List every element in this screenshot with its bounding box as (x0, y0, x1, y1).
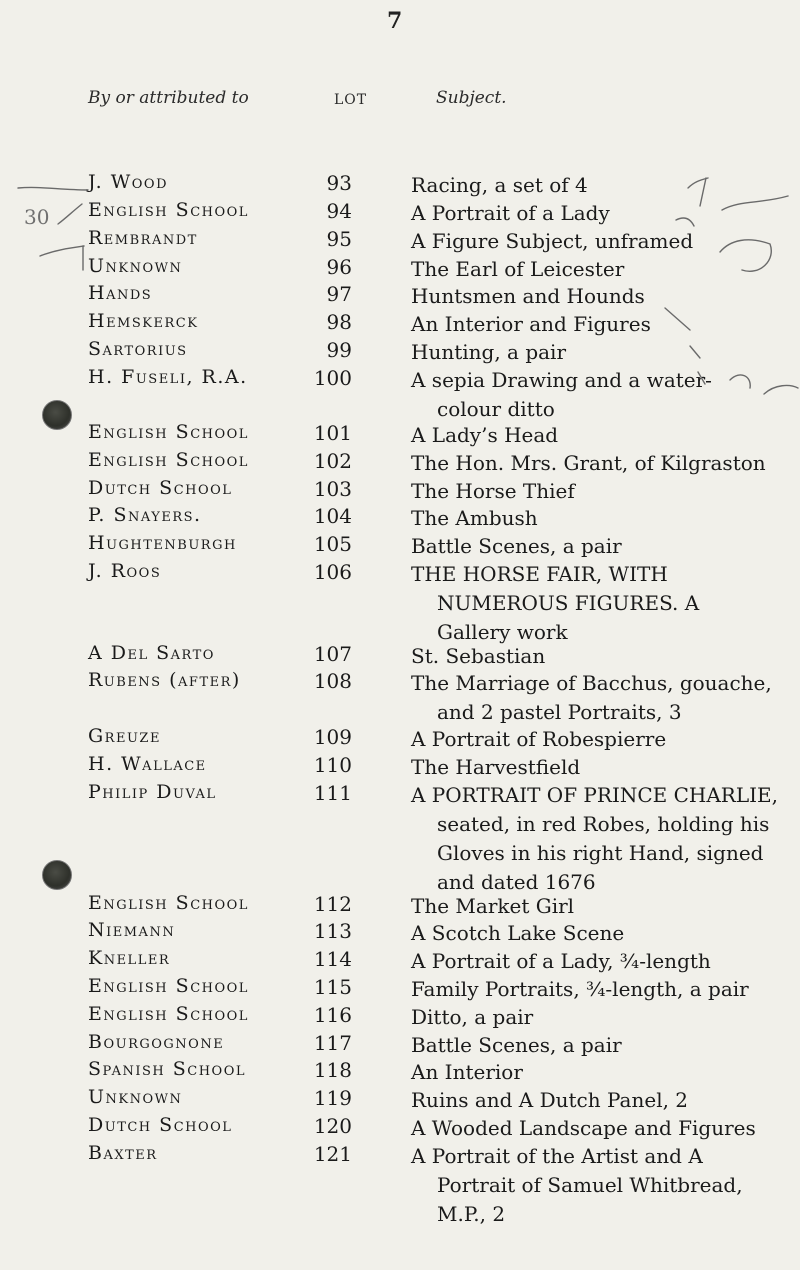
lot-entry-94 (0, 199, 800, 229)
artist-name: J. Roos (88, 560, 162, 582)
lot-entry-111 (0, 781, 800, 894)
subject-line: The Marriage of Bacchus, gouache, (411, 671, 772, 695)
subject-description (411, 477, 791, 506)
subject-line: The Earl of Leicester (411, 257, 625, 281)
subject-description (411, 255, 791, 284)
subject-description (411, 1086, 791, 1115)
artist-name: English School (88, 449, 249, 471)
lot-number: 94 (326, 199, 352, 223)
lot-entry-96 (0, 255, 800, 285)
lot-entry-105 (0, 532, 800, 562)
lot-number: 104 (313, 504, 352, 528)
subject-description (411, 1114, 791, 1143)
lot-entry-99 (0, 338, 800, 368)
artist-name: Hemskerck (88, 310, 199, 332)
lot-entry-106 (0, 560, 800, 644)
lot-entry-93 (0, 171, 800, 201)
lot-entry-121 (0, 1142, 800, 1226)
subject-line: A Wooded Landscape and Figures (411, 1116, 756, 1140)
artist-name: Baxter (88, 1142, 158, 1164)
lot-number: 113 (313, 919, 352, 943)
subject-line: Ruins and A Dutch Panel, 2 (411, 1088, 689, 1112)
artist-name: Niemann (88, 919, 176, 941)
lot-entry-117 (0, 1031, 800, 1061)
lot-number: 120 (313, 1114, 352, 1138)
lot-number: 100 (313, 366, 352, 390)
lot-number: 105 (313, 532, 352, 556)
subject-description (411, 282, 791, 311)
artist-name: H. Wallace (88, 753, 207, 775)
artist-name: English School (88, 975, 249, 997)
subject-description (411, 1003, 791, 1032)
artist-name: Kneller (88, 947, 171, 969)
lot-entry-110 (0, 753, 800, 783)
lot-column-header: LOT (334, 92, 368, 108)
lot-entry-101 (0, 421, 800, 451)
subject-line: A Portrait of Robespierre (411, 727, 667, 751)
subject-line: A Portrait of a Lady, ¾-length (411, 949, 711, 973)
subject-description (411, 725, 791, 754)
subject-continuation-line: Gloves in his right Hand, signed (437, 841, 764, 865)
subject-line: St. Sebastian (411, 644, 546, 668)
lot-number: 95 (326, 227, 352, 251)
subject-description (411, 199, 791, 228)
subject-description (411, 366, 791, 424)
lot-entry-107 (0, 642, 800, 672)
subject-description (411, 560, 791, 647)
subject-description (411, 1031, 791, 1060)
lot-number: 101 (313, 421, 352, 445)
lot-entry-103 (0, 477, 800, 507)
artist-name: English School (88, 1003, 249, 1025)
lot-number: 116 (313, 1003, 352, 1027)
artist-column-header: By or attributed to (88, 88, 249, 108)
subject-line: An Interior and Figures (411, 312, 651, 336)
lot-number: 98 (326, 310, 352, 334)
subject-line: Racing, a set of 4 (411, 173, 588, 197)
subject-continuation-line: seated, in red Robes, holding his (437, 812, 770, 836)
lot-entry-100 (0, 366, 800, 421)
subject-line: The Harvestfield (411, 755, 581, 779)
lot-number: 93 (326, 171, 352, 195)
subject-line: The Ambush (411, 506, 538, 530)
subject-continuation-line: NUMEROUS FIGURES. A (437, 591, 700, 615)
subject-line: A Lady’s Head (411, 423, 559, 447)
subject-continuation-line: and dated 1676 (437, 870, 596, 894)
lot-number: 112 (313, 892, 352, 916)
lot-number: 102 (313, 449, 352, 473)
lot-entry-119 (0, 1086, 800, 1116)
subject-description (411, 227, 791, 256)
artist-name: English School (88, 421, 249, 443)
lot-entry-115 (0, 975, 800, 1005)
subject-description (411, 421, 791, 450)
subject-description (411, 1058, 791, 1087)
subject-line: Hunting, a pair (411, 340, 566, 364)
lot-entry-95 (0, 227, 800, 257)
subject-continuation-line: Gallery work (437, 620, 568, 644)
artist-name: Bourgognone (88, 1031, 225, 1053)
lot-entry-104 (0, 504, 800, 534)
artist-name: Unknown (88, 255, 183, 277)
lot-entry-112 (0, 892, 800, 922)
artist-name: Philip Duval (88, 781, 217, 803)
artist-name: English School (88, 199, 249, 221)
lot-entry-98 (0, 310, 800, 340)
subject-description (411, 781, 791, 897)
lot-number: 121 (313, 1142, 352, 1166)
subject-description (411, 919, 791, 948)
lot-number: 99 (326, 338, 352, 362)
subject-description (411, 338, 791, 367)
artist-name: J. Wood (88, 171, 168, 193)
subject-line: Ditto, a pair (411, 1005, 534, 1029)
subject-line: THE HORSE FAIR, WITH (411, 562, 668, 586)
artist-name: P. Snayers. (88, 504, 202, 526)
lot-number: 103 (313, 477, 352, 501)
subject-line: The Hon. Mrs. Grant, of Kilgraston (411, 451, 766, 475)
lot-number: 119 (313, 1086, 352, 1110)
punch-hole-top (42, 400, 72, 430)
lot-number: 108 (313, 669, 352, 693)
subject-description (411, 171, 791, 200)
artist-name: Unknown (88, 1086, 183, 1108)
lot-entry-97 (0, 282, 800, 312)
subject-continuation-line: Portrait of Samuel Whitbread, (437, 1173, 743, 1197)
subject-line: The Horse Thief (411, 479, 575, 503)
subject-description (411, 669, 791, 727)
artist-name: Hands (88, 282, 153, 304)
subject-continuation-line: colour ditto (437, 397, 555, 421)
lot-number: 111 (313, 781, 352, 805)
lot-number: 106 (313, 560, 352, 584)
subject-description (411, 532, 791, 561)
subject-description (411, 310, 791, 339)
subject-line: A PORTRAIT OF PRINCE CHARLIE, (411, 783, 778, 807)
lot-number: 109 (313, 725, 352, 749)
subject-line: Huntsmen and Hounds (411, 284, 645, 308)
subject-line: Battle Scenes, a pair (411, 534, 622, 558)
lot-entry-108 (0, 669, 800, 724)
handwritten-note: 30 (24, 205, 50, 229)
artist-name: Greuze (88, 725, 161, 747)
lot-entry-113 (0, 919, 800, 949)
subject-line: An Interior (411, 1060, 523, 1084)
subject-line: A Scotch Lake Scene (411, 921, 625, 945)
subject-description (411, 504, 791, 533)
lot-number: 110 (313, 753, 352, 777)
page-number: 7 (387, 8, 403, 34)
lot-number: 96 (326, 255, 352, 279)
subject-line: The Market Girl (411, 894, 575, 918)
lot-number: 107 (313, 642, 352, 666)
lot-number: 114 (313, 947, 352, 971)
lot-entry-114 (0, 947, 800, 977)
subject-continuation-line: and 2 pastel Portraits, 3 (437, 700, 682, 724)
artist-name: Sartorius (88, 338, 188, 360)
subject-line: A Figure Subject, unframed (411, 229, 694, 253)
subject-description (411, 449, 791, 478)
lot-number: 118 (313, 1058, 352, 1082)
artist-name: Dutch School (88, 1114, 233, 1136)
punch-hole-bottom (42, 860, 72, 890)
artist-name: English School (88, 892, 249, 914)
subject-description (411, 753, 791, 782)
lot-number: 115 (313, 975, 352, 999)
artist-name: Hughtenburgh (88, 532, 237, 554)
subject-description (411, 1142, 791, 1229)
subject-line: A Portrait of the Artist and A (411, 1144, 703, 1168)
lot-entry-120 (0, 1114, 800, 1144)
subject-line: Battle Scenes, a pair (411, 1033, 622, 1057)
subject-line: A sepia Drawing and a water- (411, 368, 712, 392)
lot-number: 117 (313, 1031, 352, 1055)
artist-name: Rubens (after) (88, 669, 241, 691)
lot-entry-116 (0, 1003, 800, 1033)
artist-name: Dutch School (88, 477, 233, 499)
artist-name: Spanish School (88, 1058, 246, 1080)
artist-name: H. Fuseli, R.A. (88, 366, 248, 388)
artist-name: A Del Sarto (88, 642, 215, 664)
subject-description (411, 892, 791, 921)
subject-description (411, 642, 791, 671)
lot-entry-109 (0, 725, 800, 755)
artist-name: Rembrandt (88, 227, 198, 249)
lot-entry-102 (0, 449, 800, 479)
subject-continuation-line: M.P., 2 (437, 1202, 506, 1226)
lot-number: 97 (326, 282, 352, 306)
subject-description (411, 947, 791, 976)
lot-entry-118 (0, 1058, 800, 1088)
subject-line: A Portrait of a Lady (411, 201, 610, 225)
subject-line: Family Portraits, ¾-length, a pair (411, 977, 749, 1001)
subject-description (411, 975, 791, 1004)
subject-column-header: Subject. (436, 88, 507, 108)
